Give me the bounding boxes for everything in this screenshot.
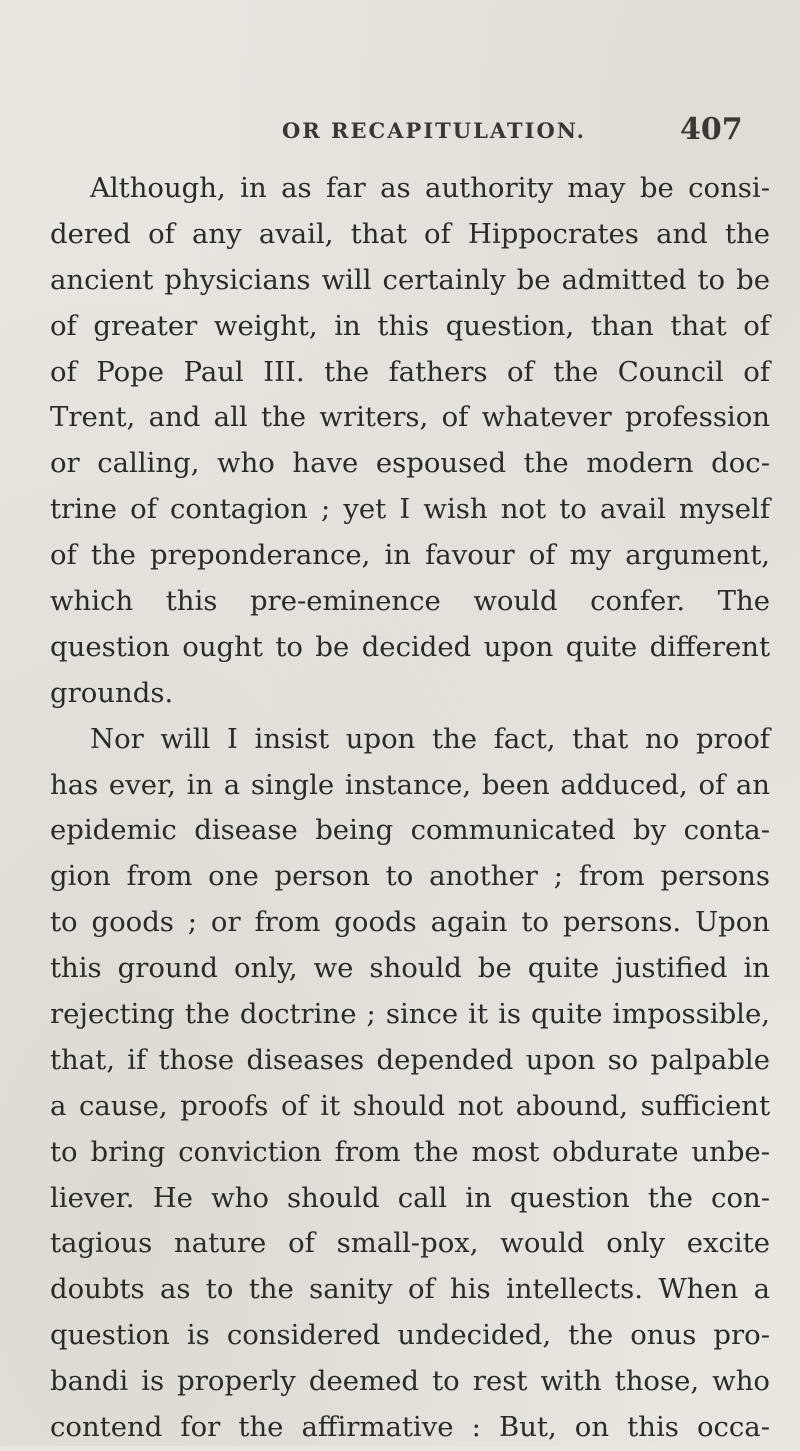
text-line: of Pope Paul III. the fathers of the Council of xyxy=(50,355,770,388)
text-line: of the preponderance, in favour of my argument, xyxy=(50,539,770,572)
text-line: Trent, and all the writers, of whatever profession xyxy=(50,401,770,434)
text-line: doubts as to the sanity of his intellects. When a xyxy=(50,1273,770,1306)
text-line: grounds. xyxy=(50,676,174,709)
text-line: ancient physicians will certainly be admitted to be xyxy=(50,263,770,296)
text-line: this ground only, we should be quite justified in xyxy=(50,952,770,985)
text-line: a cause, proofs of it should not abound, sufficient xyxy=(50,1089,770,1122)
text-line: Although, in as far as authority may be consi- xyxy=(90,172,770,204)
text-line: question ought to be decided upon quite different xyxy=(50,630,770,663)
text-line: that, if those diseases depended upon so palpable xyxy=(50,1043,770,1076)
text-line: which this pre-eminence would confer. The xyxy=(50,585,770,618)
text-line: or calling, who have espoused the modern doc- xyxy=(50,447,770,480)
text-line: rejecting the doctrine ; since it is quite impossible, xyxy=(50,998,770,1031)
text-line: Nor will I insist upon the fact, that no proof xyxy=(90,722,770,755)
text-line: epidemic disease being communicated by conta- xyxy=(50,814,770,847)
body-text xyxy=(50,166,770,1451)
text-line: to goods ; or from goods again to persons. Upon xyxy=(50,906,770,939)
text-line: has ever, in a single instance, been adduced, of an xyxy=(50,768,770,801)
text-line: gion from one person to another ; from persons xyxy=(50,860,770,893)
page-header xyxy=(0,112,800,158)
text-line: of greater weight, in this question, than that of xyxy=(50,309,770,342)
text-line: contend for the affirmative : But, on this occa- xyxy=(50,1411,770,1444)
text-line: to bring conviction from the most obdurate unbe- xyxy=(50,1135,770,1168)
text-line: bandi is properly deemed to rest with those, who xyxy=(50,1365,770,1398)
text-line: tagious nature of small-pox, would only excite xyxy=(50,1227,770,1260)
text-line: trine of contagion ; yet I wish not to avail myself xyxy=(50,493,770,526)
text-line: liever. He who should call in question the con- xyxy=(50,1181,770,1214)
text-line: question is considered undecided, the onus pro- xyxy=(50,1319,770,1352)
running-title: OR RECAPITULATION. xyxy=(282,118,586,143)
page-number: 407 xyxy=(680,112,743,147)
text-line: dered of any avail, that of Hippocrates and the xyxy=(50,217,770,250)
